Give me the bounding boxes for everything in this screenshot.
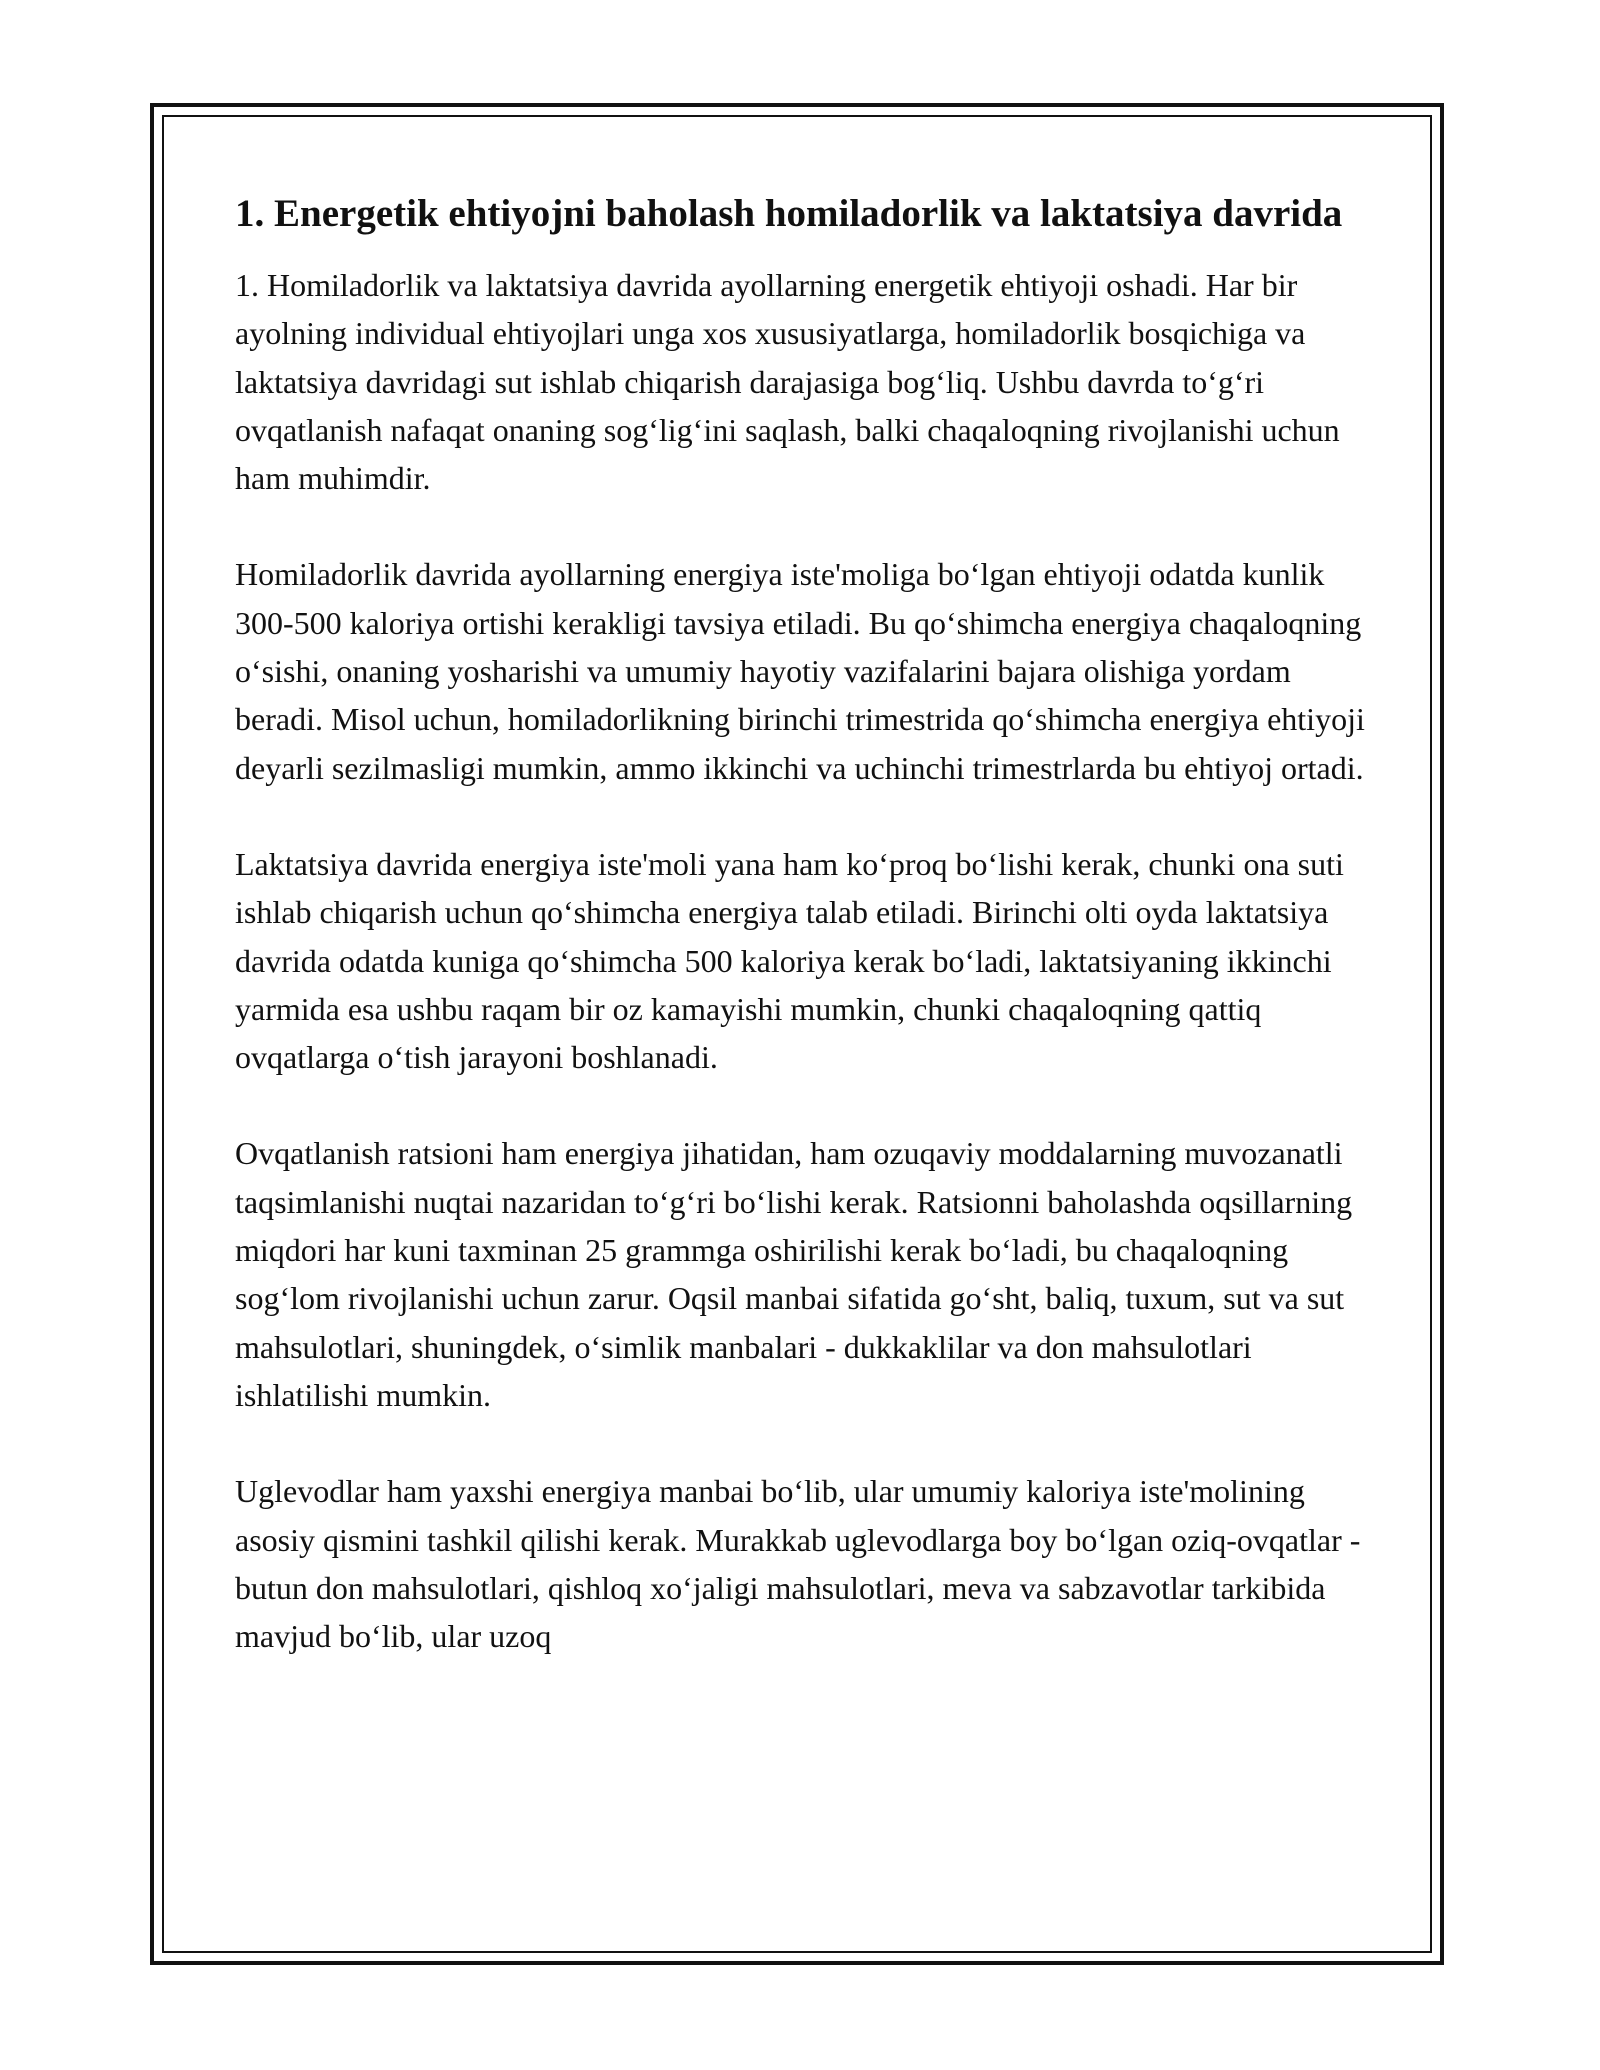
paragraph-4: Ovqatlanish ratsioni ham energiya jihatidan, ham ozuqaviy moddalarning muvozanatli taqsimlanishi nuqtai nazaridan to‘g‘ri bo‘lishi kerak. Ratsionni baholashda oqsillarning miqdori har kuni taxminan 25 grammga oshirilishi kerak bo‘ladi, bu chaqaloqning sog‘lom rivojlanishi uchun zarur. Oqsil manbai sifatida go‘sht, baliq, tuxum, sut va sut mahsulotlari, shuningdek, o‘simlik manbalari - dukkaklilar va don mahsulotlari ishlatilishi mumkin.: [235, 1135, 1353, 1413]
paragraph-2: Homiladorlik davrida ayollarning energiya iste'moliga bo‘lgan ehtiyoji odatda kunlik 300-500 kaloriya ortishi kerakligi tavsiya etiladi. Bu qo‘shimcha energiya chaqaloqning o‘sishi, onaning yosharishi va umumiy hayotiy vazifalarini bajara olishiga yordam beradi. Misol uchun, homiladorlikning birinchi trimestrida qo‘shimcha energiya ehtiyoji deyarli sezilmasligi mumkin, ammo ikkinchi va uchinchi trimestrlarda bu ehtiyoj ortadi.: [235, 556, 1365, 786]
paragraph-1: 1. Homiladorlik va laktatsiya davrida ayollarning energetik ehtiyoji oshadi. Har bir ayolning individual ehtiyojlari unga xos xususiyatlarga, homiladorlik bosqichiga va laktatsiya davridagi sut ishlab chiqarish darajasiga bog‘liq. Ushbu davrda to‘g‘ri ovqatlanish nafaqat onaning sog‘lig‘ini saqlash, balki chaqaloqning rivojlanishi uchun ham muhimdir.: [235, 267, 1340, 497]
document-body: [235, 186, 1375, 1660]
paragraph-5: Uglevodlar ham yaxshi energiya manbai bo‘lib, ular umumiy kaloriya iste'molining asosiy qismini tashkil qilishi kerak. Murakkab uglevodlarga boy bo‘lgan oziq-ovqatlar - butun don mahsulotlari, qishloq xo‘jaligi mahsulotlari, meva va sabzavotlar tarkibida mavjud bo‘lib, ular uzoq: [235, 1473, 1361, 1655]
section-heading: 1. Energetik ehtiyojni baholash homiladorlik va laktatsiya davrida: [235, 192, 1343, 235]
paragraph-3: Laktatsiya davrida energiya iste'moli yana ham ko‘proq bo‘lishi kerak, chunki ona suti ishlab chiqarish uchun qo‘shimcha energiya talab etiladi. Birinchi olti oyda laktatsiya davrida odatda kuniga qo‘shimcha 500 kaloriya kerak bo‘ladi, laktatsiyaning ikkinchi yarmida esa ushbu raqam bir oz kamayishi mumkin, chunki chaqaloqning qattiq ovqatlarga o‘tish jarayoni boshlanadi.: [235, 845, 1344, 1076]
